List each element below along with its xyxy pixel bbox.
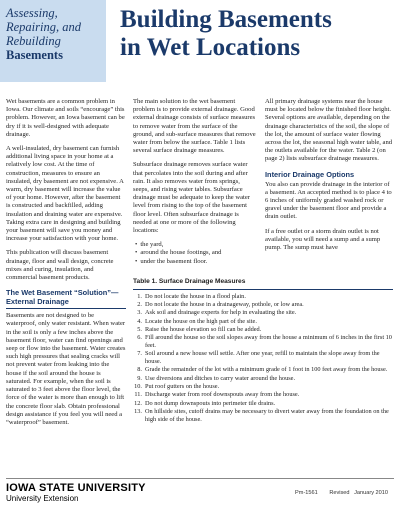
logo-wordmark: IOWA STATE UNIVERSITY xyxy=(6,482,146,494)
row-text: Raise the house elevation so fill can be added. xyxy=(145,325,262,333)
row-text: Discharge water from roof downspouts away from the house. xyxy=(145,391,300,399)
table-row xyxy=(133,408,393,424)
row-text: Put roof gutters on the house. xyxy=(145,383,220,391)
row-text: On hillside sites, cutoff drains may be necessary to divert water away from the foundation on the high side of the house. xyxy=(145,407,389,423)
university-logo xyxy=(6,482,146,503)
location-list xyxy=(133,241,257,266)
row-text: Grade the remainder of the lot with a minimum grade of 1 foot in 100 feet away from the house. xyxy=(145,366,388,374)
row-number: 13. xyxy=(134,407,142,415)
list-item: • under the basement floor. xyxy=(135,258,257,266)
body-paragraph: Subsurface drainage removes surface water that percolates into the soil during and after rain. It also removes water from springs, seeps, and rising water tables. Subsurface drainage must be adequate to keep the water level from rising to the top of the basement floor level. Often subsurface drainage is needed at one or more of the following locations: xyxy=(133,161,250,235)
page-title xyxy=(120,6,332,62)
body-paragraph: Wet basements are a common problem in Iowa. Our climate and soils “encourage” this problem. However, an Iowa basement can be dry if it is well-designed with adequate drainage. xyxy=(6,98,125,138)
table-caption: Table 1. Surface Drainage Measures xyxy=(133,278,393,290)
table-row xyxy=(133,293,393,301)
row-number: 7. xyxy=(137,350,142,358)
table-row xyxy=(133,375,393,383)
column-3 xyxy=(265,98,393,258)
table-list xyxy=(133,293,393,424)
table-row xyxy=(133,318,393,326)
row-number: 2. xyxy=(137,301,142,309)
table-row xyxy=(133,334,393,350)
table-row xyxy=(133,309,393,317)
list-item: • around the house footings, and xyxy=(135,249,257,257)
revised-date: January 2010 xyxy=(354,490,388,496)
logo-subtitle: University Extension xyxy=(6,494,79,503)
publication-info xyxy=(285,490,388,496)
row-text: Fill around the house so the soil slopes away from the house a minimum of 6 inches in the first 10 feet. xyxy=(145,334,392,350)
table-row xyxy=(133,383,393,391)
revised-label: Revised xyxy=(329,490,350,496)
column-1 xyxy=(6,98,126,433)
table-row xyxy=(133,326,393,334)
body-paragraph: This publication will discuss basement drainage, floor and wall design, concrete mixes and curing, insulation, and commercial basement products. xyxy=(6,249,114,282)
row-number: 4. xyxy=(137,317,142,325)
row-text: Locate the house on the high part of the site. xyxy=(145,317,257,325)
series-line: Assessing, xyxy=(6,6,58,20)
publication-number: Pm-1561 xyxy=(295,490,318,496)
row-text: Do not locate the house in a flood plain. xyxy=(145,292,246,300)
title-line: Building Basements xyxy=(120,6,332,33)
row-number: 6. xyxy=(137,334,142,342)
footer-rule xyxy=(6,478,394,479)
row-number: 9. xyxy=(137,374,142,382)
series-line: Rebuilding xyxy=(6,34,61,48)
body-paragraph: The main solution to the wet basement problem is to provide external drainage. Good external drainage consists of surface measures to remove water from the surface of the ground, and sub-surface measures that remove water from below the surface. Table 1 lists several surface drainage measures. xyxy=(133,98,256,155)
body-paragraph: You also can provide drainage in the interior of a basement. An accepted method is to place 4 to 6 inches of uniformly graded washed rock or gravel under the basement floor and provide a drain outlet. xyxy=(265,180,392,221)
row-text: Do not locate the house in a drainageway, pothole, or low area. xyxy=(145,301,304,309)
row-text: Soil around a new house will settle. After one year, refill to maintain the slope away from the house. xyxy=(145,350,380,366)
title-line: in Wet Locations xyxy=(120,34,301,61)
row-number: 11. xyxy=(134,391,142,399)
row-number: 8. xyxy=(137,366,142,374)
row-number: 1. xyxy=(137,292,142,300)
surface-drainage-table xyxy=(133,278,393,424)
row-text: Use diversions and ditches to carry water around the house. xyxy=(145,374,296,382)
series-line: Repairing, and xyxy=(6,20,81,34)
heading-rule xyxy=(6,308,126,309)
column-2 xyxy=(133,98,257,272)
row-number: 10. xyxy=(134,383,142,391)
section-heading: Interior Drainage Options xyxy=(265,169,355,179)
row-number: 5. xyxy=(137,325,142,333)
series-tab xyxy=(0,0,106,82)
row-number: 3. xyxy=(137,309,142,317)
row-number: 12. xyxy=(134,399,142,407)
table-row xyxy=(133,350,393,366)
row-text: Ask soil and drainage experts for help in evaluating the site. xyxy=(145,309,297,317)
table-row xyxy=(133,391,393,399)
body-paragraph: If a free outlet or a storm drain outlet is not available, you will need a sump and a sump pump. The sump must have xyxy=(265,227,381,252)
row-text: Do not dump downspouts into perimeter tile drains. xyxy=(145,399,276,407)
body-paragraph: Basements are not designed to be waterproof, only water resistant. When water in the soil is only a few inches above the basement floor, water can find openings and seep or flow into the basement. Water creates such high pressures that sealing cracks will not prevent water from leaking into the house if the soil around the house is saturated. For example, when the soil is saturated to 3 feet above the floor level, the force of the water is more than enough to lift the concrete floor slab. Obtain professional design assistance if you feel you will need a “waterproof” basement. xyxy=(6,312,126,426)
list-item: • the yard, xyxy=(135,241,257,249)
table-row xyxy=(133,400,393,408)
body-paragraph: A well-insulated, dry basement can furnish additional living space in your home at a relatively low cost. At the time of construction, measures to ensure an insulated, dry basement are not expensive. A warm, dry basement will increase the value of your home. However, after the basement is constructed and backfilled, adding insulation and draining water are expensive. Taking extra care in designing and building your basement will save you money and increase your satisfaction with your home. xyxy=(6,145,124,243)
series-line: Basements xyxy=(6,48,63,62)
table-row xyxy=(133,366,393,374)
body-paragraph: All primary drainage systems near the house must be located below the finished floor height. Several options are available, depending on the drainage characteristics of the soil, the slope of the lot, the amount of surface water flowing across the lot, the seasonal high water table, and the outlets available for the water. Table 2 (on page 2) lists subsurface drainage measures. xyxy=(265,98,393,163)
section-heading: The Wet Basement “Solution”—External Drainage xyxy=(6,288,119,307)
table-row xyxy=(133,301,393,309)
